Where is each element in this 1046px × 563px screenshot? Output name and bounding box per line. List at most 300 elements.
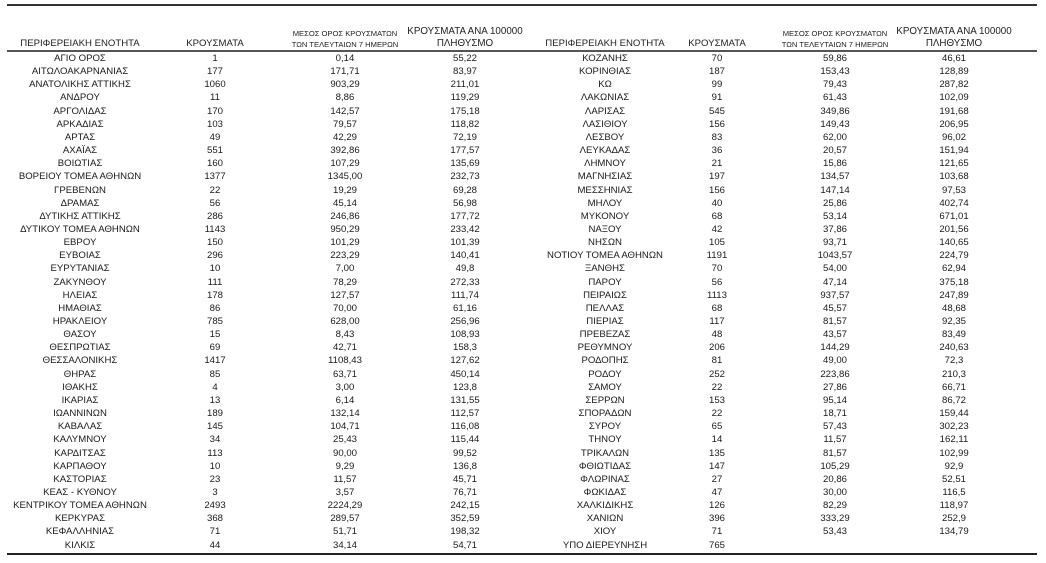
cell-per100k: 116,5	[942, 486, 966, 498]
cell-cases: 105	[708, 237, 725, 249]
cell-region: ΕΥΒΟΙΑΣ	[59, 250, 101, 262]
cell-region: ΑΝΑΤΟΛΙΚΗΣ ΑΤΤΙΚΗΣ	[29, 79, 131, 91]
right-table-row	[0, 433, 1046, 446]
cell-avg7: 950,29	[330, 223, 360, 235]
cell-avg7: 45,57	[822, 302, 847, 314]
cell-cases: 71	[711, 526, 723, 538]
cell-region: ΚΑΒΑΛΑΣ	[57, 421, 103, 433]
cell-region: ΑΡΤΑΣ	[64, 131, 96, 143]
cell-avg7: 57,43	[822, 421, 847, 433]
right-table-row	[0, 210, 1046, 223]
cell-per100k: 450,14	[450, 368, 480, 380]
cell-avg7: 47,14	[822, 276, 847, 288]
cell-cases: 65	[711, 421, 723, 433]
header-avg7-left-line1: ΜΕΣΟΣ ΟΡΟΣ ΚΡΟΥΣΜΑΤΩΝ	[292, 29, 398, 38]
cell-per100k: 118,82	[450, 118, 480, 130]
cell-avg7: 53,14	[822, 210, 847, 222]
cell-avg7: 11,57	[823, 434, 847, 446]
right-table-row	[0, 65, 1046, 78]
right-table-row	[0, 341, 1046, 354]
right-table-row	[0, 512, 1046, 525]
cell-cases: 189	[206, 408, 223, 420]
cell-region: ΙΩΑΝΝΙΝΩΝ	[53, 408, 107, 420]
cell-per100k: 83,97	[452, 66, 477, 78]
cell-per100k: 210,3	[941, 368, 966, 380]
right-table-row	[0, 118, 1046, 131]
cell-per100k: 256,96	[450, 316, 480, 327]
cell-cases: 68	[711, 210, 723, 222]
cell-avg7: 3,00	[335, 381, 355, 393]
cell-cases: 86	[209, 302, 221, 314]
cell-avg7: 0,14	[335, 53, 355, 64]
cell-avg7: 82,29	[822, 500, 847, 512]
cell-per100k: 56,98	[452, 197, 477, 209]
cell-per100k: 72,3	[944, 355, 964, 367]
cell-avg7: 43,57	[822, 329, 847, 341]
cell-per100k: 116,08	[450, 421, 480, 433]
cell-per100k: 52,51	[941, 473, 966, 485]
cell-region: ΛΗΜΝΟΥ	[584, 158, 626, 170]
header-avg7-left-line2: ΤΩΝ ΤΕΛΕΥΤΑΙΩΝ 7 ΗΜΕΡΩΝ	[291, 40, 399, 49]
cell-avg7: 30,00	[822, 486, 847, 498]
cell-region: ΓΡΕΒΕΝΩΝ	[54, 184, 106, 196]
cell-avg7: 144,29	[820, 342, 850, 354]
cell-cases: 286	[206, 210, 223, 222]
cell-region: ΚΕΦΑΛΛΗΝΙΑΣ	[45, 526, 115, 538]
right-table-row	[0, 105, 1046, 118]
cell-cases: 10	[209, 263, 221, 275]
cell-per100k: 247,89	[939, 289, 969, 301]
cell-avg7: 153,43	[820, 66, 850, 78]
cell-cases: 15	[209, 329, 221, 341]
table-bottom-rule	[7, 553, 1037, 555]
cell-region: ΑΝΔΡΟΥ	[60, 92, 100, 104]
cell-avg7: 34,14	[332, 539, 357, 551]
cell-region: ΔΡΑΜΑΣ	[60, 197, 100, 209]
cell-per100k: 69,28	[452, 184, 477, 196]
cell-cases: 71	[209, 526, 221, 538]
header-per100k-left-line2: ΠΛΗΘΥΣΜΟ	[436, 38, 494, 49]
cell-per100k: 61,16	[452, 302, 477, 314]
cell-cases: 150	[206, 237, 223, 249]
cell-per100k: 128,89	[939, 66, 969, 78]
cell-region: ΘΑΣΟΥ	[63, 329, 97, 341]
cell-avg7: 1043,57	[817, 250, 853, 262]
cell-avg7: 63,71	[332, 368, 357, 380]
right-table-row	[0, 131, 1046, 144]
cell-region: ΝΗΣΩΝ	[588, 237, 622, 249]
cell-region: ΝΑΞΟΥ	[588, 223, 622, 235]
cell-per100k: 671,01	[939, 210, 969, 222]
cell-cases: 111	[207, 276, 223, 288]
header-per100k-right-line2: ΠΛΗΘΥΣΜΟ	[925, 38, 983, 49]
cell-avg7: 8,86	[335, 92, 355, 104]
cell-per100k: 252,9	[941, 513, 966, 525]
right-table-row	[0, 407, 1046, 420]
cell-region: ΑΓΙΟ ΟΡΟΣ	[54, 53, 106, 64]
cell-avg7: 628,00	[330, 316, 360, 327]
cell-cases: 70	[711, 263, 723, 275]
cell-avg7: 61,43	[822, 92, 847, 104]
cell-per100k: 191,68	[939, 105, 969, 117]
cell-avg7: 54,00	[822, 263, 847, 275]
cell-avg7: 903,29	[330, 79, 360, 91]
cell-region: ΚΑΛΥΜΝΟΥ	[53, 434, 107, 446]
table-header	[0, 22, 1046, 50]
cell-cases: 85	[209, 368, 221, 380]
cell-cases: 206	[708, 342, 725, 354]
cell-per100k: 136,8	[452, 460, 477, 472]
header-cases-right: ΚΡΟΥΣΜΑΤΑ	[688, 38, 746, 49]
cell-per100k: 111,74	[451, 289, 479, 301]
cell-region: ΑΙΤΩΛΟΑΚΑΡΝΑΝΙΑΣ	[31, 66, 129, 78]
cell-avg7: 134,57	[820, 171, 850, 183]
cell-cases: 296	[206, 250, 223, 262]
cell-per100k: 134,79	[939, 526, 969, 538]
cell-region: ΗΜΑΘΙΑΣ	[58, 302, 102, 314]
cell-per100k: 240,63	[939, 342, 969, 354]
cell-avg7: 15,86	[822, 158, 847, 170]
cell-region: ΦΛΩΡΙΝΑΣ	[580, 473, 630, 485]
cell-avg7: 95,14	[822, 394, 847, 406]
cell-region: ΗΡΑΚΛΕΙΟΥ	[52, 316, 108, 327]
header-avg7-right-line2: ΤΩΝ ΤΕΛΕΥΤΑΙΩΝ 7 ΗΜΕΡΩΝ	[781, 40, 889, 49]
right-table-row	[0, 262, 1046, 275]
cell-region: ΧΑΛΚΙΔΙΚΗΣ	[576, 500, 634, 512]
right-table-row	[0, 52, 1046, 65]
cell-per100k: 99,52	[452, 447, 477, 459]
cell-avg7: 79,57	[332, 118, 357, 130]
cell-cases: 178	[206, 289, 223, 301]
cell-avg7: 7,00	[335, 263, 355, 275]
cell-per100k: 123,8	[452, 381, 477, 393]
cell-per100k: 242,15	[450, 500, 480, 512]
cell-avg7: 37,86	[822, 223, 847, 235]
cell-region: ΛΑΚΩΝΙΑΣ	[580, 92, 630, 104]
cell-avg7: 79,43	[822, 79, 847, 91]
cell-per100k: 97,53	[941, 184, 966, 196]
cell-cases: 2493	[204, 500, 226, 512]
cell-region: ΗΛΕΙΑΣ	[62, 289, 98, 301]
cell-per100k: 158,3	[452, 342, 477, 354]
cell-cases: 69	[209, 342, 221, 354]
cell-per100k: 102,09	[939, 92, 969, 104]
cell-cases: 545	[708, 105, 725, 117]
right-table-row	[0, 486, 1046, 499]
cell-per100k: 232,73	[450, 171, 480, 183]
cell-avg7: 937,57	[820, 289, 850, 301]
cell-cases: 11	[210, 92, 220, 104]
right-table-row	[0, 249, 1046, 262]
cell-region: ΚΟΖΑΝΗΣ	[582, 53, 628, 64]
cell-region: ΧΑΝΙΩΝ	[586, 513, 624, 525]
cell-cases: 1191	[706, 250, 728, 262]
cell-per100k: 127,62	[450, 355, 480, 367]
right-table-row	[0, 420, 1046, 433]
cell-region: ΥΠΟ ΔΙΕΡΕΥΝΗΣΗ	[562, 539, 648, 551]
cell-cases: 156	[708, 184, 725, 196]
cell-avg7: 1345,00	[327, 171, 363, 183]
cell-per100k: 211,01	[450, 79, 480, 91]
cell-per100k: 131,55	[450, 394, 480, 406]
cell-cases: 1417	[204, 355, 226, 367]
cell-per100k: 72,19	[452, 131, 477, 143]
cell-avg7: 27,86	[822, 381, 847, 393]
cell-avg7: 25,43	[332, 434, 357, 446]
cell-region: ΜΑΓΝΗΣΙΑΣ	[577, 171, 633, 183]
right-table-row	[0, 223, 1046, 236]
cell-region: ΒΟΙΩΤΙΑΣ	[57, 158, 103, 170]
right-table-row	[0, 394, 1046, 407]
cell-per100k: 352,59	[450, 513, 480, 525]
right-table-row	[0, 289, 1046, 302]
cell-avg7: 25,86	[822, 197, 847, 209]
cell-region: ΛΕΥΚΑΔΑΣ	[579, 145, 631, 157]
right-table-row	[0, 144, 1046, 157]
cell-cases: 36	[711, 145, 723, 157]
cell-region: ΛΑΣΙΘΙΟΥ	[582, 118, 628, 130]
cell-per100k: 206,95	[939, 118, 969, 130]
cell-per100k: 177,72	[450, 210, 480, 222]
cell-region: ΜΥΚΟΝΟΥ	[580, 210, 630, 222]
cell-region: ΛΑΡΙΣΑΣ	[584, 105, 626, 117]
cell-per100k: 49,8	[455, 263, 475, 275]
header-region-right: ΠΕΡΙΦΕΡΕΙΑΚΗ ΕΝΟΤΗΤΑ	[545, 38, 665, 49]
cell-region: ΞΑΝΘΗΣ	[585, 263, 625, 275]
cell-cases: 1377	[204, 171, 226, 183]
cell-cases: 22	[711, 381, 723, 393]
cell-per100k: 45,71	[452, 473, 477, 485]
cell-cases: 170	[206, 105, 223, 117]
cell-avg7: 93,71	[822, 237, 847, 249]
cell-region: ΠΡΕΒΕΖΑΣ	[579, 329, 631, 341]
cell-cases: 197	[708, 171, 725, 183]
right-table-row	[0, 157, 1046, 170]
right-table-row	[0, 315, 1046, 328]
cell-region: ΠΑΡΟΥ	[588, 276, 622, 288]
cell-cases: 23	[209, 473, 221, 485]
cell-per100k: 162,11	[939, 434, 969, 446]
cell-region: ΙΘΑΚΗΣ	[62, 381, 98, 393]
cell-region: ΚΩ	[598, 79, 612, 91]
cell-avg7: 333,29	[820, 513, 850, 525]
cell-cases: 81	[711, 355, 723, 367]
cell-cases: 4	[212, 381, 218, 393]
cell-region: ΠΕΛΛΑΣ	[585, 302, 625, 314]
cell-cases: 13	[209, 394, 221, 406]
header-region-left: ΠΕΡΙΦΕΡΕΙΑΚΗ ΕΝΟΤΗΤΑ	[20, 38, 140, 49]
cell-avg7: 2224,29	[327, 500, 363, 512]
cell-avg7: 81,57	[822, 316, 847, 327]
right-table-row	[0, 499, 1046, 512]
cell-avg7: 392,86	[330, 145, 360, 157]
cell-avg7: 6,14	[335, 394, 355, 406]
cell-region: ΚΕΑΣ - ΚΥΘΝΟΥ	[43, 486, 117, 498]
cell-cases: 126	[708, 500, 725, 512]
cell-per100k: 101,39	[450, 237, 480, 249]
cell-region: ΝΟΤΙΟΥ ΤΟΜΕΑ ΑΘΗΝΩΝ	[547, 250, 663, 262]
cell-per100k: 46,61	[941, 53, 966, 64]
cell-cases: 160	[206, 158, 223, 170]
cell-avg7: 19,29	[332, 184, 357, 196]
cell-avg7: 149,43	[820, 118, 850, 130]
cell-per100k: 108,93	[450, 329, 480, 341]
right-table-row	[0, 354, 1046, 367]
cell-avg7: 107,29	[330, 158, 360, 170]
cell-per100k: 102,99	[939, 447, 969, 459]
cell-cases: 49	[209, 131, 221, 143]
cell-per100k: 66,71	[941, 381, 966, 393]
cell-region: ΠΙΕΡΙΑΣ	[586, 316, 624, 327]
cell-per100k: 118,97	[939, 500, 969, 512]
header-per100k-left-line1: ΚΡΟΥΣΜΑΤΑ ΑΝΑ 100000	[407, 26, 523, 37]
cell-region: ΘΕΣΣΑΛΟΝΙΚΗΣ	[42, 355, 118, 367]
cell-per100k: 224,79	[939, 250, 969, 262]
cell-region: ΚΑΡΔΙΤΣΑΣ	[54, 447, 106, 459]
cell-region: ΑΡΚΑΔΙΑΣ	[56, 118, 104, 130]
cell-per100k: 62,94	[941, 263, 966, 275]
cell-avg7: 101,29	[330, 237, 360, 249]
cell-region: ΤΗΝΟΥ	[588, 434, 622, 446]
cell-cases: 70	[711, 53, 723, 64]
cell-per100k: 112,57	[450, 408, 480, 420]
cell-per100k: 287,82	[939, 79, 969, 91]
cell-avg7: 20,57	[822, 145, 847, 157]
cell-cases: 3	[212, 486, 218, 498]
cell-cases: 156	[708, 118, 725, 130]
cell-region: ΠΕΙΡΑΙΩΣ	[583, 289, 627, 301]
cell-cases: 117	[709, 316, 725, 327]
cell-avg7: 42,29	[332, 131, 357, 143]
table-top-rule	[7, 4, 1037, 6]
cell-cases: 34	[209, 434, 221, 446]
cell-region: ΦΘΙΩΤΙΔΑΣ	[578, 460, 632, 472]
cell-cases: 113	[207, 447, 223, 459]
cell-cases: 177	[206, 66, 223, 78]
cell-per100k: 198,32	[450, 526, 480, 538]
cell-per100k: 159,44	[939, 408, 969, 420]
cell-avg7: 90,00	[332, 447, 357, 459]
cell-region: ΣΠΟΡΑΔΩΝ	[578, 408, 632, 420]
cell-per100k: 177,57	[450, 145, 480, 157]
cell-cases: 135	[708, 447, 725, 459]
cell-avg7: 18,71	[822, 408, 847, 420]
cell-avg7: 3,57	[335, 486, 355, 498]
cell-cases: 1113	[707, 289, 727, 301]
cell-per100k: 92,35	[941, 316, 966, 327]
cell-region: ΚΟΡΙΝΘΙΑΣ	[578, 66, 632, 78]
cell-cases: 145	[206, 421, 223, 433]
cell-per100k: 201,56	[939, 223, 969, 235]
cell-avg7: 20,86	[822, 473, 847, 485]
right-table-row	[0, 197, 1046, 210]
cell-avg7: 45,14	[332, 197, 357, 209]
cell-avg7: 11,57	[333, 473, 357, 485]
cell-region: ΘΗΡΑΣ	[63, 368, 97, 380]
cell-cases: 83	[711, 131, 723, 143]
cell-per100k: 140,65	[939, 237, 969, 249]
cell-per100k: 115,44	[450, 434, 480, 446]
cell-region: ΜΗΛΟΥ	[587, 197, 623, 209]
cell-region: ΙΚΑΡΙΑΣ	[61, 394, 99, 406]
header-avg7-right-line1: ΜΕΣΟΣ ΟΡΟΣ ΚΡΟΥΣΜΑΤΩΝ	[782, 29, 888, 38]
cell-cases: 47	[711, 486, 723, 498]
cell-cases: 56	[209, 197, 221, 209]
cell-avg7: 51,71	[332, 526, 357, 538]
cell-per100k: 402,74	[939, 197, 969, 209]
cell-avg7: 349,86	[820, 105, 850, 117]
cell-region: ΣΕΡΡΩΝ	[585, 394, 625, 406]
cell-cases: 368	[206, 513, 223, 525]
right-table-row	[0, 473, 1046, 486]
cell-region: ΦΩΚΙΔΑΣ	[583, 486, 627, 498]
cell-region: ΑΡΓΟΛΙΔΑΣ	[53, 105, 107, 117]
cell-avg7: 8,43	[335, 329, 355, 341]
cell-region: ΡΟΔΟΥ	[588, 368, 622, 380]
cell-cases: 22	[711, 408, 723, 420]
cell-cases: 1143	[204, 223, 226, 235]
cell-region: ΣΑΜΟΥ	[588, 381, 622, 393]
cell-per100k: 151,94	[939, 145, 969, 157]
header-per100k-right-line1: ΚΡΟΥΣΜΑΤΑ ΑΝΑ 100000	[896, 26, 1012, 37]
cell-region: ΧΙΟΥ	[593, 526, 617, 538]
cell-region: ΜΕΣΣΗΝΙΑΣ	[577, 184, 633, 196]
cell-per100k: 119,29	[450, 92, 480, 104]
cell-region: ΕΒΡΟΥ	[63, 237, 97, 249]
right-table-row	[0, 381, 1046, 394]
cell-per100k: 302,23	[939, 421, 969, 433]
cell-per100k: 92,9	[944, 460, 964, 472]
cell-avg7: 246,86	[330, 210, 360, 222]
header-cases-left: ΚΡΟΥΣΜΑΤΑ	[186, 38, 244, 49]
cell-avg7: 78,29	[332, 276, 357, 288]
cell-per100k: 375,18	[939, 276, 969, 288]
right-table-row	[0, 447, 1046, 460]
cell-region: ΚΕΡΚΥΡΑΣ	[54, 513, 105, 525]
cell-per100k: 76,71	[452, 486, 477, 498]
right-table-row	[0, 539, 1046, 552]
cell-cases: 21	[711, 158, 723, 170]
cell-per100k: 48,68	[941, 302, 966, 314]
cell-avg7: 62,00	[822, 131, 847, 143]
cell-cases: 44	[209, 539, 221, 551]
cell-region: ΡΕΘΥΜΝΟΥ	[577, 342, 633, 354]
right-table-row	[0, 328, 1046, 341]
cell-region: ΖΑΚΥΝΘΟΥ	[53, 276, 107, 288]
cell-per100k: 135,69	[450, 158, 480, 170]
right-table-row	[0, 525, 1046, 538]
cell-cases: 785	[206, 316, 223, 327]
cell-cases: 153	[708, 394, 725, 406]
cell-avg7: 81,57	[822, 447, 847, 459]
cell-region: ΣΥΡΟΥ	[588, 421, 622, 433]
cell-avg7: 1108,43	[328, 355, 362, 367]
cell-cases: 48	[711, 329, 723, 341]
cell-cases: 1	[212, 53, 218, 64]
cell-cases: 99	[711, 79, 723, 91]
cell-cases: 10	[209, 460, 221, 472]
cell-cases: 252	[708, 368, 725, 380]
cell-region: ΑΧΑΪΑΣ	[62, 145, 98, 157]
cell-cases: 22	[209, 184, 221, 196]
cell-avg7: 289,57	[330, 513, 360, 525]
cell-cases: 396	[708, 513, 725, 525]
cell-region: ΛΕΣΒΟΥ	[585, 131, 625, 143]
cell-cases: 91	[711, 92, 723, 104]
cell-per100k: 103,68	[939, 171, 969, 183]
cell-cases: 765	[708, 539, 725, 551]
right-table-row	[0, 368, 1046, 381]
